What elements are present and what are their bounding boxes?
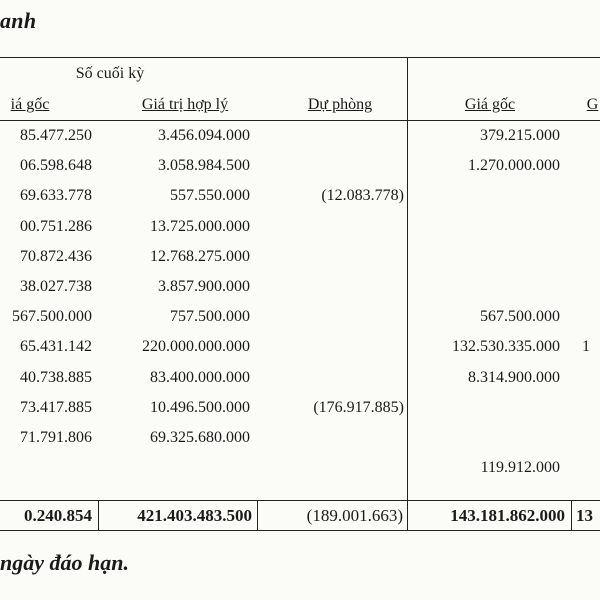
total-bottom-border [0,530,600,531]
table-cell: 557.550.000 [170,187,250,205]
footer-text: ngày đáo hạn. [0,550,129,575]
table-cell: 220.000.000.000 [142,338,250,356]
section-title: anh [0,8,37,33]
total-col4: 143.181.862.000 [450,506,565,525]
table-cell: 1.270.000.000 [468,157,560,175]
table-cell: 83.400.000.000 [150,368,250,386]
group-divider [407,57,408,530]
table-cell: 71.791.806 [20,429,92,446]
total-col5: 13 [576,506,593,525]
table-cell: 567.500.000 [12,308,92,326]
table-cell: 38.027.738 [20,278,92,295]
table-cell: 3.456.094.000 [158,127,250,144]
col-header-5: G [586,96,599,113]
table-cell: 3.857.900.000 [158,278,250,295]
table-cell: 69.325.680.000 [150,429,250,446]
table-cell: 12.768.275.000 [150,247,250,265]
col-header-original-cost: iá gốc [10,96,50,113]
table-cell: 70.872.436 [20,247,92,265]
total-col2: 421.403.483.500 [137,506,252,525]
table-cell: 1 [582,338,590,356]
table-cell: 40.738.885 [20,368,92,386]
table-cell: (12.083.778) [321,187,404,205]
header-bottom-border [0,120,600,121]
table-cell: 757.500.000 [170,308,250,326]
total-divider-3 [571,500,572,530]
total-divider-2 [257,500,258,530]
col-header-provision: Dự phòng [307,96,373,113]
table-top-border [0,57,600,58]
total-top-border [0,500,600,501]
table-cell: 8.314.900.000 [468,368,560,386]
table-cell: 73.417.885 [20,398,92,416]
table-cell: 06.598.648 [20,157,92,175]
table-cell: 3.058.984.500 [158,157,250,175]
table-cell: 13.725.000.000 [150,217,250,235]
table-cell: 379.215.000 [480,127,560,144]
col-header-original-cost-2: Giá gốc [464,96,516,113]
table-cell: 567.500.000 [480,308,560,326]
total-divider-1 [98,500,99,530]
table-cell: 00.751.286 [20,217,92,235]
table-cell: 85.477.250 [20,127,92,144]
table-cell: 132.530.335.000 [452,338,560,356]
table-cell: 10.496.500.000 [150,398,250,416]
total-col1: 0.240.854 [24,506,92,525]
col-header-fair-value: Giá trị hợp lý [141,96,229,113]
table-cell: (176.917.885) [313,398,404,416]
table-cell: 65.431.142 [20,338,92,356]
group-header-closing: Số cuối kỳ [75,65,145,82]
table-cell: 119.912.000 [480,459,560,477]
table-cell: 69.633.778 [20,187,92,205]
total-col3: (189.001.663) [306,506,403,525]
